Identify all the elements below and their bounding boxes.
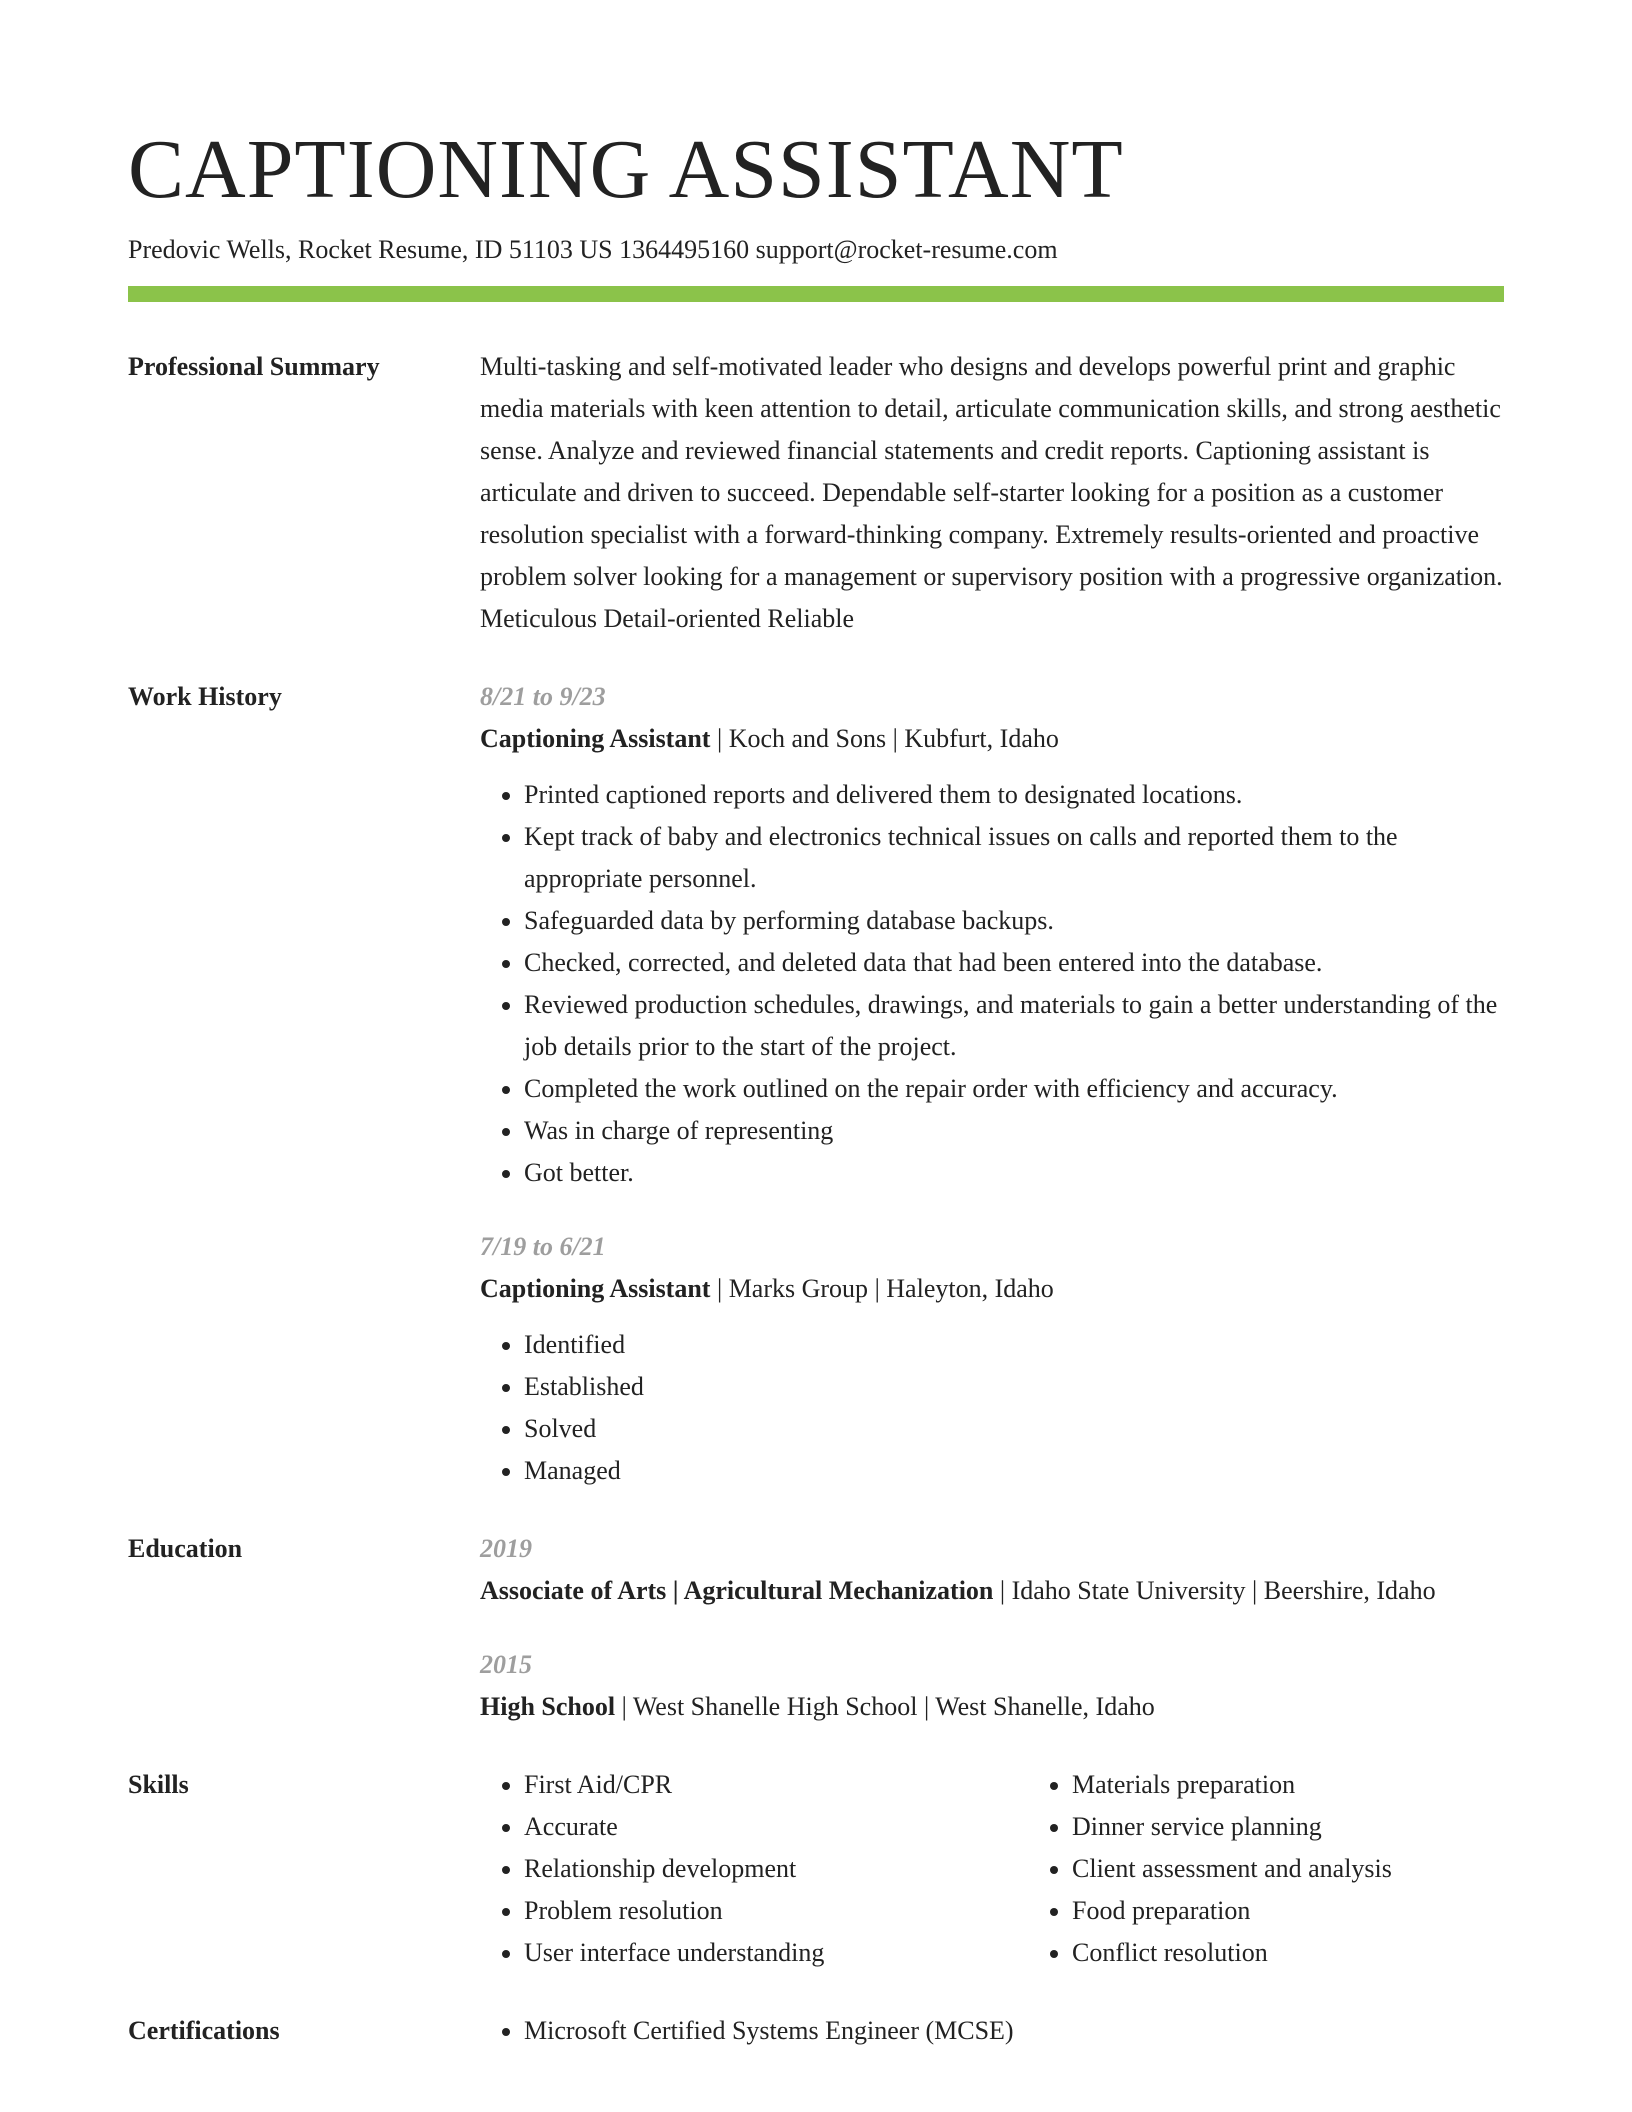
job-bullets	[480, 774, 1504, 1194]
resume-name: CAPTIONING ASSISTANT	[128, 123, 1124, 216]
list-item: • Kept track of baby and electronics technical issues on calls and reported them to the appropriate personnel.	[524, 816, 1504, 900]
education-heading	[480, 1570, 1504, 1612]
job-role: Captioning Assistant	[480, 724, 711, 753]
job-dates: 8/21 to 9/23	[480, 682, 606, 711]
list-item: • Food preparation	[1072, 1890, 1576, 1932]
list-item: • Identified	[524, 1324, 1504, 1366]
education-school: | Idaho State University	[993, 1576, 1245, 1605]
education-location: | West Shanelle, Idaho	[917, 1692, 1154, 1721]
list-item: • Got better.	[524, 1152, 1504, 1194]
section-certifications	[128, 2010, 1504, 2052]
list-item: • Conflict resolution	[1072, 1932, 1576, 1974]
summary-text: Multi-tasking and self-motivated leader who designs and develops powerful print and graphic media materials with keen attention to detail, articulate communication skills, and strong aesthetic sense. Analyze and reviewed financial statements and credit reports. Captioning assistant is articulate and driven to succeed. Dependable self-starter looking for a position as a customer resolution specialist with a forward-thinking company. Extremely results-oriented and proactive problem solver looking for a management or supervisory position with a progressive organization. Meticulous Detail-oriented Reliable	[480, 352, 1503, 633]
job-company: | Marks Group	[710, 1274, 868, 1303]
skills-list-left	[480, 1764, 1028, 1974]
skills-list-right	[1028, 1764, 1576, 1974]
list-item: • Printed captioned reports and delivered them to designated locations.	[524, 774, 1504, 816]
list-item: • Dinner service planning	[1072, 1806, 1576, 1848]
list-item: • User interface understanding	[524, 1932, 1028, 1974]
list-item: • Relationship development	[524, 1848, 1028, 1890]
contact-address: Predovic Wells, Rocket Resume, ID 51103 US	[128, 235, 613, 264]
list-item: • Managed	[524, 1450, 1504, 1492]
list-item: • Problem resolution	[524, 1890, 1028, 1932]
education-entry	[480, 1528, 1504, 1612]
job-heading	[480, 1268, 1504, 1310]
education-heading	[480, 1686, 1504, 1728]
list-item: • Safeguarded data by performing database backups.	[524, 900, 1504, 942]
section-title: Education	[128, 1534, 243, 1563]
accent-divider	[128, 286, 1504, 302]
list-item: • Materials preparation	[1072, 1764, 1576, 1806]
job-company: | Koch and Sons	[710, 724, 886, 753]
education-school: | West Shanelle High School	[615, 1692, 917, 1721]
section-title: Skills	[128, 1770, 189, 1799]
job-heading	[480, 718, 1504, 760]
list-item: • Microsoft Certified Systems Engineer (MCSE)	[524, 2010, 1504, 2052]
job-bullets	[480, 1324, 1504, 1492]
list-item: • Checked, corrected, and deleted data that had been entered into the database.	[524, 942, 1504, 984]
job-entry	[480, 676, 1504, 1194]
list-item: • Client assessment and analysis	[1072, 1848, 1576, 1890]
list-item: • Was in charge of representing	[524, 1110, 1504, 1152]
contact-line	[128, 232, 1504, 268]
education-degree: Associate of Arts | Agricultural Mechanization	[480, 1576, 994, 1605]
list-item: • Established	[524, 1366, 1504, 1408]
certifications-list	[480, 2010, 1504, 2052]
job-location: | Kubfurt, Idaho	[886, 724, 1059, 753]
education-degree: High School	[480, 1692, 616, 1721]
job-entry	[480, 1226, 1504, 1492]
section-title: Professional Summary	[128, 352, 380, 381]
section-title: Work History	[128, 682, 282, 711]
education-entry	[480, 1644, 1504, 1728]
section-skills	[128, 1764, 1504, 1974]
list-item: • Accurate	[524, 1806, 1028, 1848]
education-year: 2019	[480, 1534, 532, 1563]
section-professional-summary	[128, 346, 1504, 640]
education-year: 2015	[480, 1650, 532, 1679]
job-dates: 7/19 to 6/21	[480, 1232, 606, 1261]
section-education	[128, 1528, 1504, 1728]
job-role: Captioning Assistant	[480, 1274, 711, 1303]
section-work-history	[128, 676, 1504, 1492]
list-item: • Reviewed production schedules, drawings, and materials to gain a better understanding of the job details prior to the start of the project.	[524, 984, 1504, 1068]
list-item: • Solved	[524, 1408, 1504, 1450]
contact-phone: 1364495160	[619, 235, 750, 264]
contact-email: support@rocket-resume.com	[755, 235, 1058, 264]
list-item: • Completed the work outlined on the repair order with efficiency and accuracy.	[524, 1068, 1504, 1110]
list-item: • First Aid/CPR	[524, 1764, 1028, 1806]
section-title: Certifications	[128, 2016, 280, 2045]
education-location: | Beershire, Idaho	[1246, 1576, 1436, 1605]
job-location: | Haleyton, Idaho	[868, 1274, 1054, 1303]
resume-page	[128, 118, 1504, 2052]
